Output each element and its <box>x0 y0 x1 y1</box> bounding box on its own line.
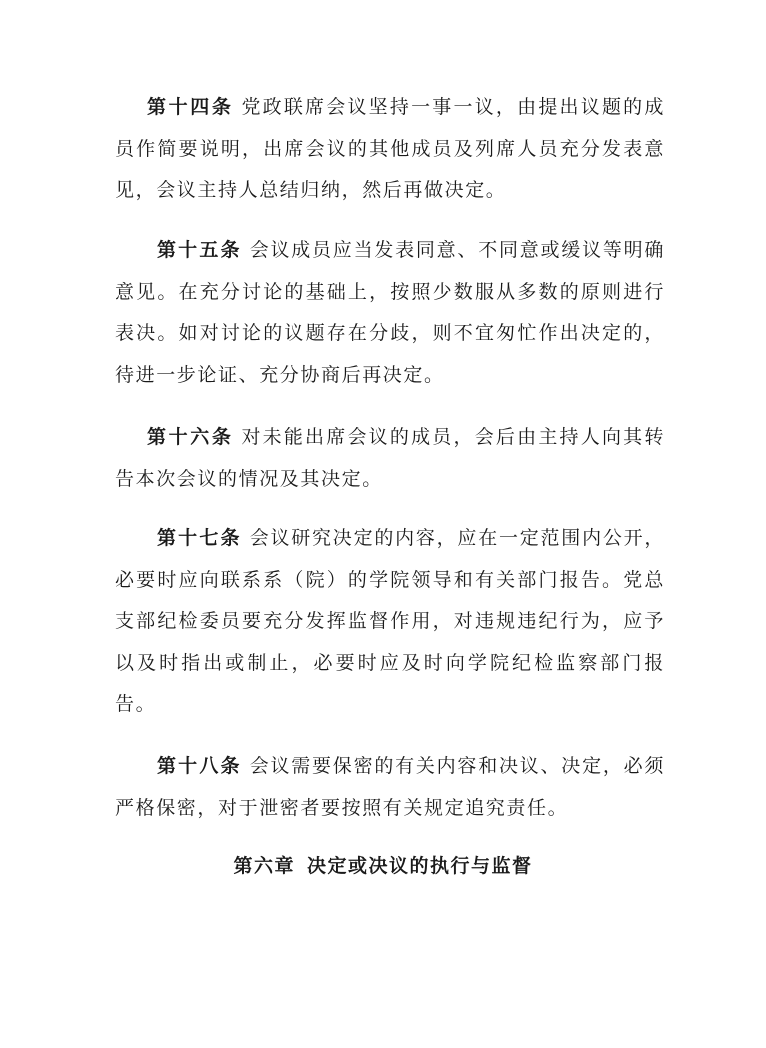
article-17 <box>115 518 665 726</box>
chapter-number: 第六章 <box>233 855 295 877</box>
article-text: 会议研究决定的内容，应在一定范围内公开，必要时应向联系系（院）的学院领导和有关部门报告。党总支部纪检委员要充分发挥监督作用，对违规违纪行为，应予以及时指出或制止，必要时应及时向学院纪检监察部门报告。 <box>115 527 665 715</box>
article-text: 会议需要保密的有关内容和决议、决定，必须严格保密，对于泄密者要按照有关规定追究责任。 <box>115 755 665 819</box>
article-text: 对未能出席会议的成员，会后由主持人向其转告本次会议的情况及其决定。 <box>115 426 665 490</box>
article-label: 第十八条 <box>157 755 242 777</box>
article-text: 党政联席会议坚持一事一议，由提出议题的成员作简要说明，出席会议的其他成员及列席人员充分发表意见，会议主持人总结归纳，然后再做决定。 <box>115 96 665 201</box>
article-14 <box>115 87 665 212</box>
article-label: 第十五条 <box>157 239 242 261</box>
chapter-title: 决定或决议的执行与监督 <box>307 855 533 877</box>
article-15 <box>115 230 665 396</box>
article-label: 第十四条 <box>147 96 234 118</box>
article-label: 第十六条 <box>147 426 234 448</box>
article-18 <box>115 746 665 829</box>
chapter-heading <box>0 846 766 888</box>
article-16 <box>115 417 665 500</box>
article-label: 第十七条 <box>157 527 242 549</box>
article-text: 会议成员应当发表同意、不同意或缓议等明确意见。在充分讨论的基础上，按照少数服从多数的原则进行表决。如对讨论的议题存在分歧，则不宜匆忙作出决定的，待进一步论证、充分协商后再决定。 <box>115 239 665 386</box>
